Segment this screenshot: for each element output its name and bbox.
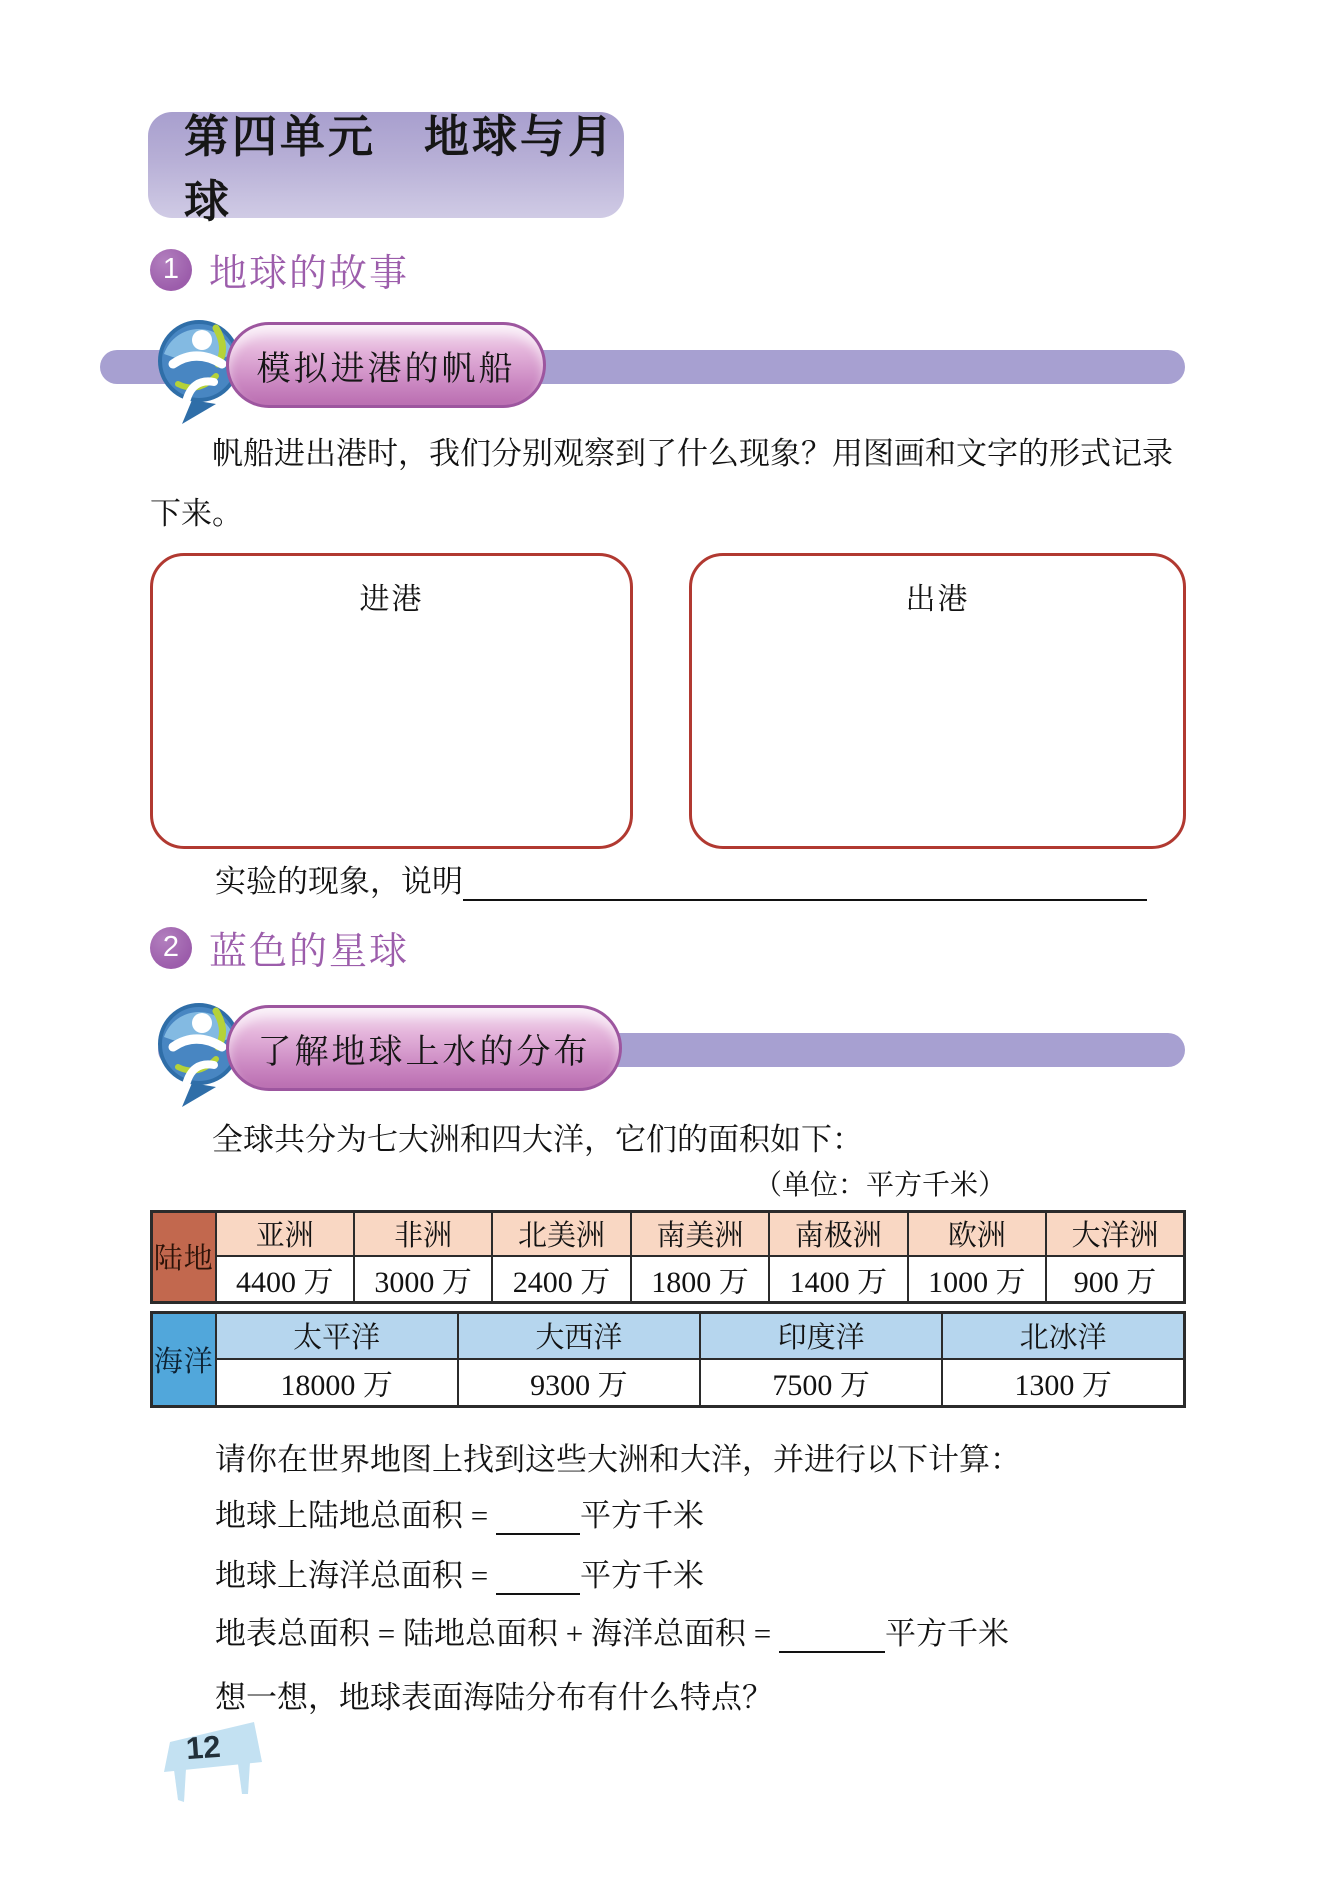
activity-banner-1 [0, 310, 1332, 430]
table-cell: 7500 万 [700, 1359, 942, 1407]
column-header-south-america: 南美洲 [631, 1212, 769, 1256]
activity-2-banner-label: 了解地球上水的分布 [226, 1005, 622, 1091]
conclusion-blank [463, 863, 1147, 901]
table-cell: 4400 万 [216, 1256, 354, 1303]
box-enter-port [150, 553, 633, 849]
section-1-header [150, 242, 409, 297]
box-exit-port [689, 553, 1186, 849]
column-header-africa: 非洲 [354, 1212, 492, 1256]
page-number-desk [158, 1714, 268, 1806]
ocean-area-table [150, 1311, 1186, 1408]
table-cell: 1300 万 [942, 1359, 1184, 1407]
calculation-instruction: 请你在世界地图上找到这些大洲和大洋，并进行以下计算： [215, 1442, 1021, 1477]
column-header-europe: 欧洲 [908, 1212, 1046, 1256]
column-header-indian: 印度洋 [700, 1313, 942, 1359]
box-enter-port-label: 进港 [359, 583, 424, 616]
column-header-arctic: 北冰洋 [942, 1313, 1184, 1359]
section-1-title: 地球的故事 [209, 253, 410, 295]
calc-blank [496, 1557, 580, 1595]
table-cell: 1000 万 [908, 1256, 1046, 1303]
table-cell: 18000 万 [216, 1359, 458, 1407]
activity-banner-2 [0, 993, 1332, 1113]
unit-header-banner [148, 112, 624, 227]
table-cell: 9300 万 [458, 1359, 700, 1407]
conclusion-prefix: 实验的现象，说明 [215, 864, 463, 899]
box-exit-port-label: 出港 [905, 583, 970, 616]
column-header-asia: 亚洲 [216, 1212, 354, 1256]
activity-2-intro-text: 全球共分为七大洲和四大洋，它们的面积如下： [212, 1122, 863, 1157]
column-header-atlantic: 大西洋 [458, 1313, 700, 1359]
calc-blank [496, 1497, 580, 1535]
table-cell: 1400 万 [769, 1256, 907, 1303]
calc-prefix: 地球上海洋总面积 = [215, 1558, 496, 1593]
section-2-header [150, 920, 409, 975]
column-header-oceania: 大洋洲 [1046, 1212, 1184, 1256]
ocean-header-row [152, 1313, 1185, 1359]
think-question: 想一想，地球表面海陆分布有什么特点？ [215, 1680, 773, 1715]
activity-1-banner-label: 模拟进港的帆船 [226, 322, 546, 408]
land-header-row [152, 1212, 1185, 1256]
conclusion-line [215, 856, 1147, 901]
calc-suffix: 平方千米 [884, 1616, 1009, 1651]
area-unit-note: （单位：平方千米） [754, 1170, 1007, 1201]
calc-blank [779, 1615, 885, 1653]
section-2-title: 蓝色的星球 [209, 931, 410, 973]
section-1-number-badge: 1 [150, 249, 192, 291]
calc-prefix: 地球上陆地总面积 = [215, 1498, 496, 1533]
land-row-label: 陆地 [152, 1212, 216, 1303]
calc-line-ocean-total [215, 1550, 704, 1595]
unit-title: 第四单元 地球与月球 [184, 112, 617, 227]
calc-suffix: 平方千米 [579, 1498, 704, 1533]
page-number: 12 [184, 1728, 222, 1767]
calc-line-land-total [215, 1490, 704, 1535]
land-values-row [152, 1256, 1185, 1303]
land-area-table [150, 1210, 1186, 1304]
column-header-pacific: 太平洋 [216, 1313, 458, 1359]
section-2-number-badge: 2 [150, 927, 192, 969]
table-cell: 900 万 [1046, 1256, 1184, 1303]
calc-prefix: 地表总面积 = 陆地总面积 + 海洋总面积 = [215, 1616, 779, 1651]
column-header-antarctica: 南极洲 [769, 1212, 907, 1256]
calc-line-surface-total [215, 1608, 1009, 1653]
table-cell: 2400 万 [492, 1256, 630, 1303]
observation-boxes [150, 553, 1186, 849]
activity-1-intro-text: 帆船进出港时，我们分别观察到了什么现象？用图画和文字的形式记录下来。 [150, 436, 1173, 531]
ocean-values-row [152, 1359, 1185, 1407]
table-cell: 1800 万 [631, 1256, 769, 1303]
table-cell: 3000 万 [354, 1256, 492, 1303]
column-header-north-america: 北美洲 [492, 1212, 630, 1256]
ocean-row-label: 海洋 [152, 1313, 216, 1407]
calc-suffix: 平方千米 [579, 1558, 704, 1593]
